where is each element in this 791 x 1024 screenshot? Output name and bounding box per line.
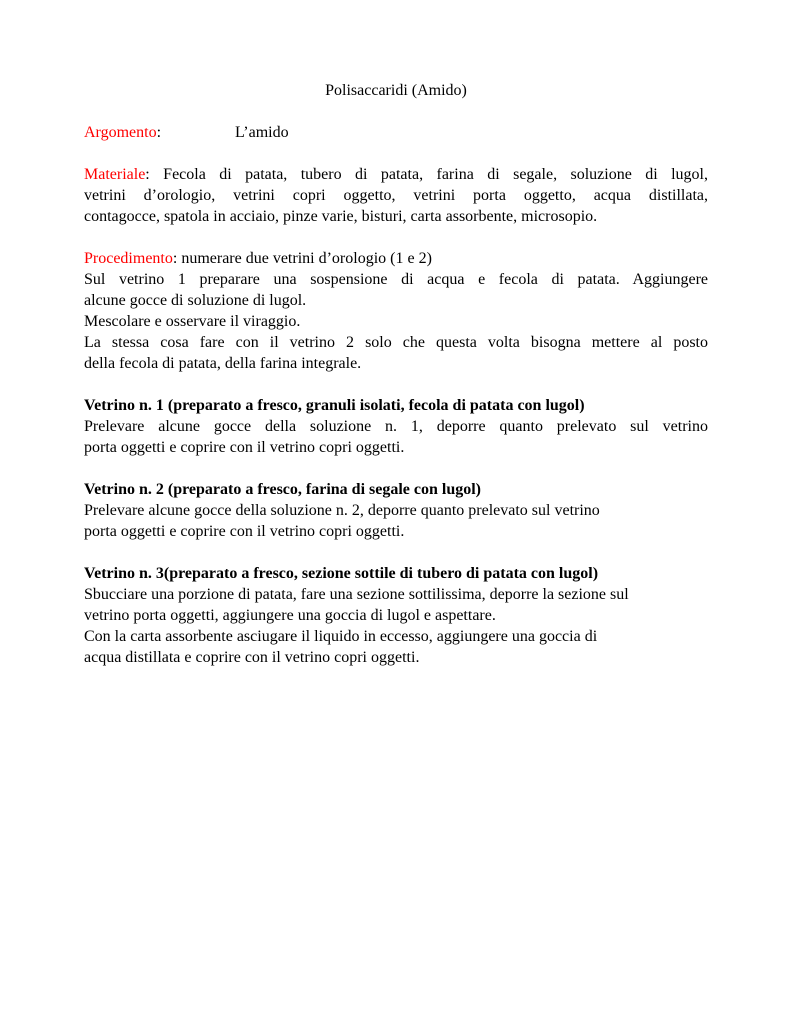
vetrino-2-line: porta oggetti e coprire con il vetrino copri oggetti. — [84, 523, 405, 540]
vetrino-3-line: acqua distillata e coprire con il vetrino copri oggetti. — [84, 649, 420, 666]
procedimento-line: della fecola di patata, della farina integrale. — [84, 355, 362, 372]
vetrino-2-heading: Vetrino n. 2 (preparato a fresco, farina di segale con lugol) — [84, 481, 482, 498]
materiale-line — [84, 164, 708, 185]
vetrino-3-line: Con la carta assorbente asciugare il liquido in eccesso, aggiungere una goccia di — [84, 628, 598, 645]
argomento-row — [84, 122, 708, 143]
argomento-value: L’amido — [235, 124, 289, 141]
document-page — [84, 80, 708, 689]
vetrino-3-heading: Vetrino n. 3(preparato a fresco, sezione sottile di tubero di patata con lugol) — [84, 565, 599, 582]
procedimento-paragraph — [84, 248, 708, 374]
vetrino-1-section — [84, 395, 708, 458]
procedimento-line: Sul vetrino 1 preparare una sospensione di acqua e fecola di patata. Aggiungere — [84, 271, 708, 288]
materiale-label: Materiale — [84, 166, 146, 183]
vetrino-1-heading: Vetrino n. 1 (preparato a fresco, granuli isolati, fecola di patata con lugol) — [84, 397, 585, 414]
vetrino-1-line: porta oggetti e coprire con il vetrino copri oggetti. — [84, 439, 405, 456]
materiale-line: contagocce, spatola in acciaio, pinze varie, bisturi, carta assorbente, microsopio. — [84, 208, 598, 225]
procedimento-line: Mescolare e osservare il viraggio. — [84, 313, 301, 330]
vetrino-3-line: vetrino porta oggetti, aggiungere una goccia di lugol e aspettare. — [84, 607, 496, 624]
procedimento-line: alcune gocce di soluzione di lugol. — [84, 292, 307, 309]
vetrino-1-line: Prelevare alcune gocce della soluzione n. 1, deporre quanto prelevato sul vetrino — [84, 418, 708, 435]
vetrino-3-section — [84, 563, 708, 668]
argomento-separator: : — [156, 124, 162, 141]
procedimento-label: Procedimento — [84, 250, 173, 267]
materiale-paragraph — [84, 164, 708, 227]
vetrino-3-line: Sbucciare una porzione di patata, fare una sezione sottilissima, deporre la sezione sul — [84, 586, 629, 603]
argomento-label: Argomento — [84, 124, 157, 141]
procedimento-line: La stessa cosa fare con il vetrino 2 solo che questa volta bisogna mettere al posto — [84, 334, 708, 351]
document-title: Polisaccaridi (Amido) — [325, 82, 467, 99]
materiale-line: vetrini d’orologio, vetrini copri oggetto, vetrini porta oggetto, acqua distillata, — [84, 187, 708, 204]
vetrino-2-line: Prelevare alcune gocce della soluzione n. 2, deporre quanto prelevato sul vetrino — [84, 502, 600, 519]
materiale-text: : Fecola di patata, tubero di patata, farina di segale, soluzione di lugol, — [145, 166, 708, 183]
vetrino-2-section — [84, 479, 708, 542]
procedimento-text: : numerare due vetrini d’orologio (1 e 2) — [172, 250, 432, 267]
procedimento-line — [84, 248, 708, 269]
